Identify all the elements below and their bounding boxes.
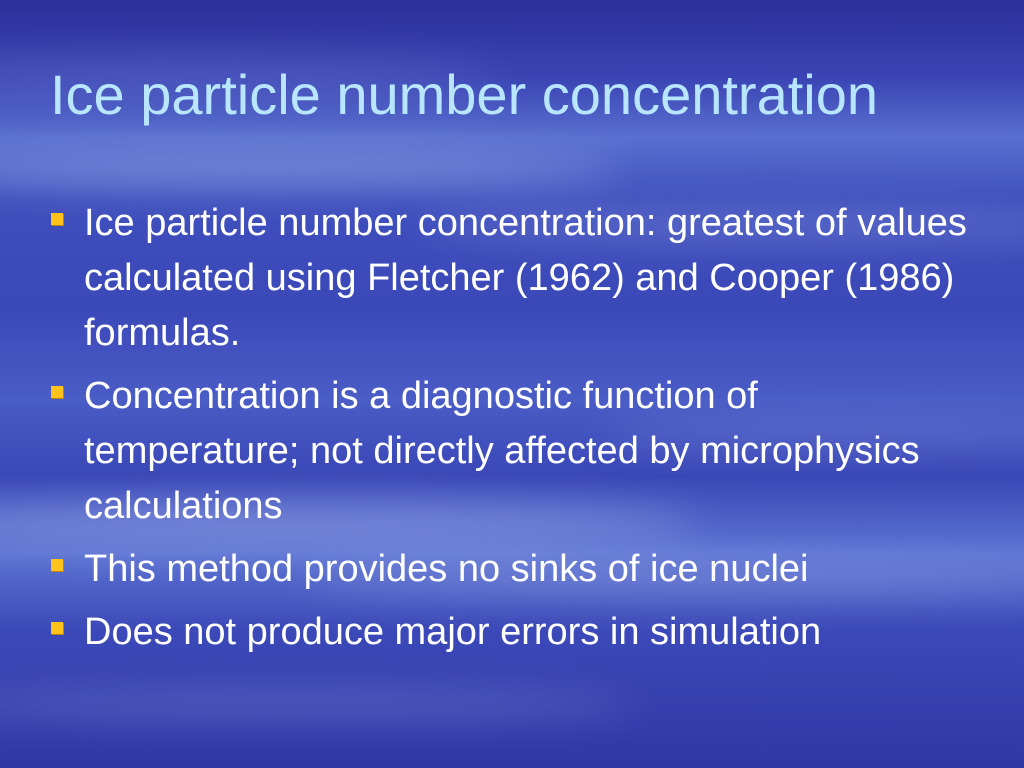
cloud-streak (0, 690, 640, 720)
square-bullet-icon (51, 559, 63, 571)
square-bullet-icon (51, 622, 63, 634)
bullet-text: Ice particle number concentration: greatest of values calculated using Fletcher (1962) and Cooper (1986) formulas. (84, 202, 967, 354)
bullet-text: Concentration is a diagnostic function of temperature; not directly affected by microphysics calculations (84, 375, 920, 527)
bullet-item (48, 542, 978, 597)
square-bullet-icon (51, 386, 63, 398)
bullet-item (48, 369, 978, 534)
bullet-item (48, 196, 978, 361)
bullet-item (48, 605, 978, 660)
slide-title: Ice particle number concentration (50, 63, 878, 126)
bullet-text: This method provides no sinks of ice nuclei (84, 548, 809, 590)
bullet-list (48, 196, 978, 668)
square-bullet-icon (51, 213, 63, 225)
cloud-streak (0, 150, 620, 190)
bullet-text: Does not produce major errors in simulation (84, 611, 822, 653)
